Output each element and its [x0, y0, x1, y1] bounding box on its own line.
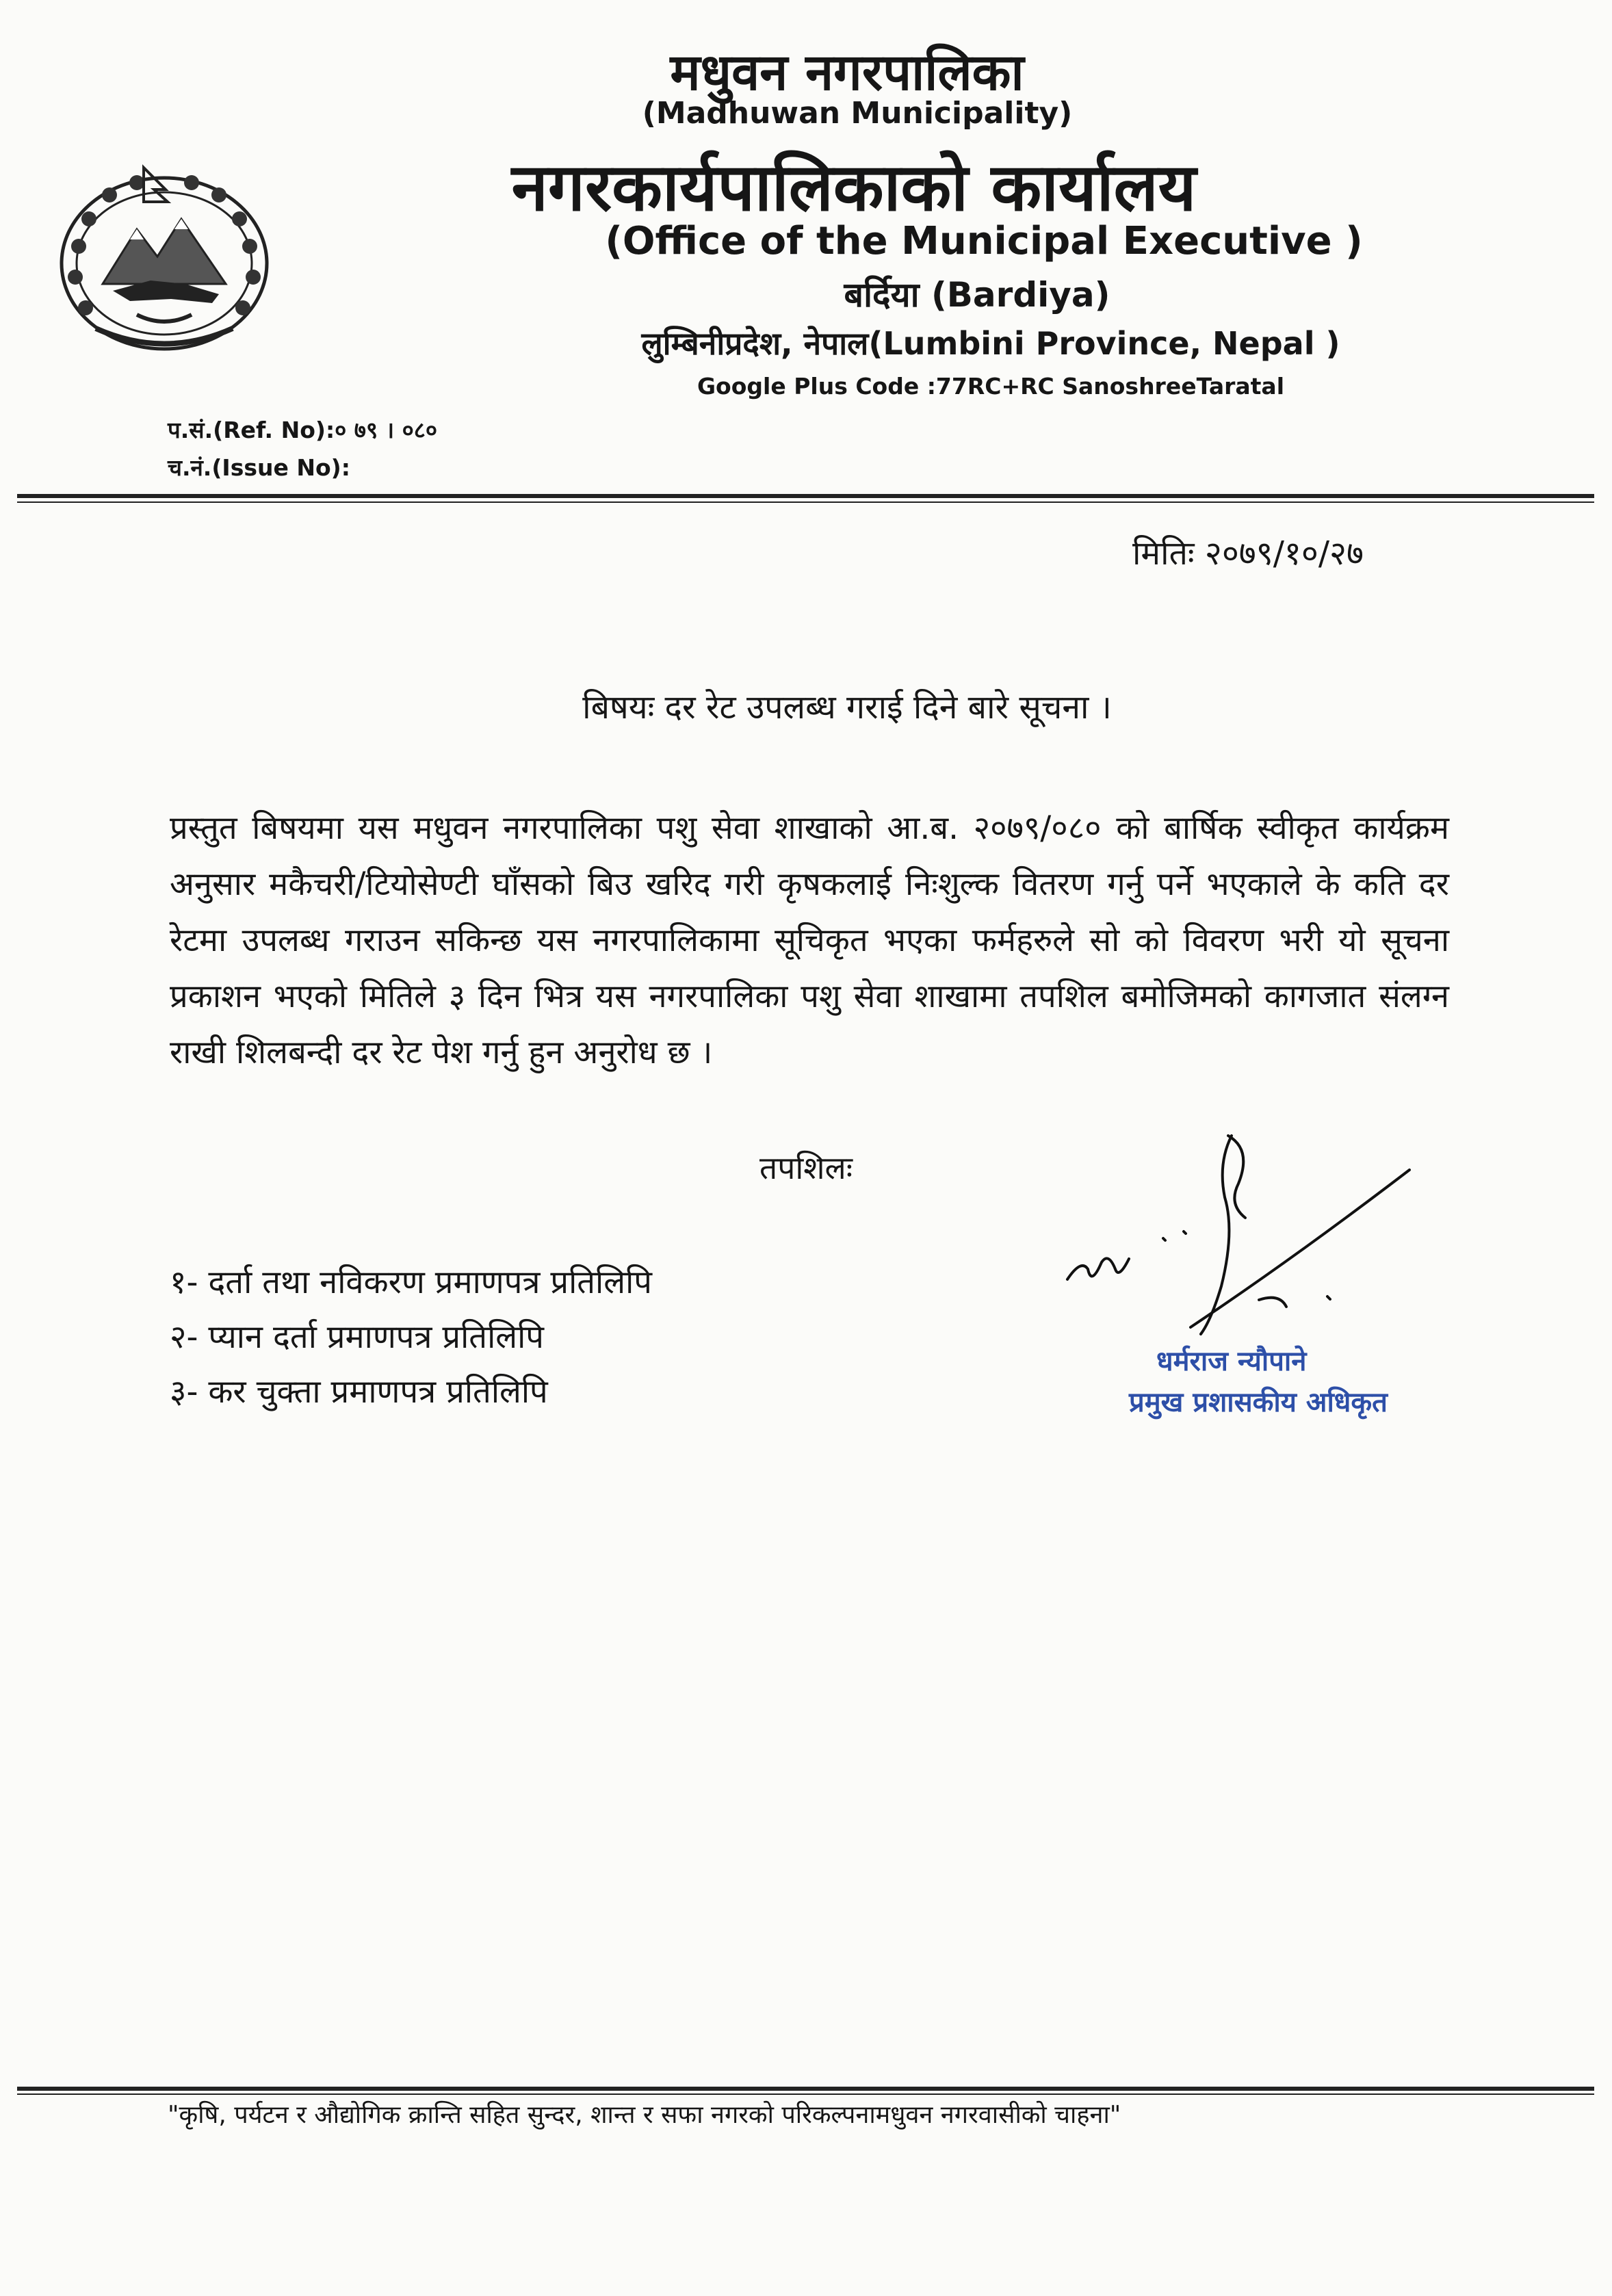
reference-number: प.सं.(Ref. No):० ७९ । ०८० — [168, 417, 438, 443]
notice-body-paragraph: प्रस्तुत बिषयमा यस मधुवन नगरपालिका पशु सेवा शाखाको आ.ब. २०७९/०८० को बार्षिक स्वीकृत कार्यक्रम अनुसार मकैचरी/टियोसेण्टी घाँसको बिउ खरिद गरी कृषकलाई निःशुल्क वितरण गर्नु पर्ने भएकाले के कति दर रेटमा उपलब्ध गराउन सकिन्छ यस नगरपालिकामा सूचिकृत भएका फर्महरुले सो को विवरण भरी यो सूचना प्रकाशन भएको मितिले ३ दिन भित्र यस नगरपालिका पशु सेवा शाखामा तपशिल बमोजिमको कागजात संलग्न राखी शिलबन्दी दर रेट पेश गर्नु हुन अनुरोध छ । — [170, 809, 1449, 1071]
footer-divider — [17, 2087, 1594, 2091]
province-name: लुम्बिनीप्रदेश, नेपाल(Lumbini Province, Nepal ) — [641, 325, 1340, 362]
handwritten-signature-icon — [1054, 1122, 1492, 1355]
header-divider-thin — [17, 501, 1594, 503]
letter-date: मितिः २०७९/१०/२७ — [1132, 534, 1364, 573]
list-item: २- प्यान दर्ता प्रमाणपत्र प्रतिलिपि — [170, 1318, 545, 1356]
signatory-title: प्रमुख प्रशासकीय अधिकृत — [1129, 1387, 1388, 1418]
municipality-name-english: (Madhuwan Municipality) — [642, 96, 1073, 131]
list-item: १- दर्ता तथा नविकरण प्रमाणपत्र प्रतिलिपि — [170, 1264, 652, 1301]
district-name: बर्दिया (Bardiya) — [844, 275, 1110, 315]
signatory-name: धर्मराज न्यौपाने — [1156, 1346, 1307, 1377]
details-heading: तपशिलः — [759, 1149, 853, 1186]
office-name-english: (Office of the Municipal Executive ) — [605, 219, 1363, 263]
footer-divider-thin — [17, 2093, 1594, 2095]
office-name-nepali: नगरकार्यपालिकाको कार्यालय — [511, 149, 1197, 226]
municipality-name-nepali: मधुवन नगरपालिका — [670, 43, 1024, 102]
list-item: ३- कर चुक्ता प्रमाणपत्र प्रतिलिपि — [170, 1373, 548, 1411]
issue-number: च.नं.(Issue No): — [168, 454, 350, 481]
google-plus-code: Google Plus Code :77RC+RC SanoshreeTaratal — [697, 373, 1285, 400]
header-divider — [17, 494, 1594, 498]
footer-slogan: "कृषि, पर्यटन र औद्योगिक क्रान्ति सहित सुन्दर, शान्त र सफा नगरको परिकल्पनामधुवन नगरवासीको चाहना" — [168, 2101, 1121, 2129]
letter-subject: बिषयः दर रेट उपलब्ध गराई दिने बारे सूचना । — [582, 688, 1112, 727]
